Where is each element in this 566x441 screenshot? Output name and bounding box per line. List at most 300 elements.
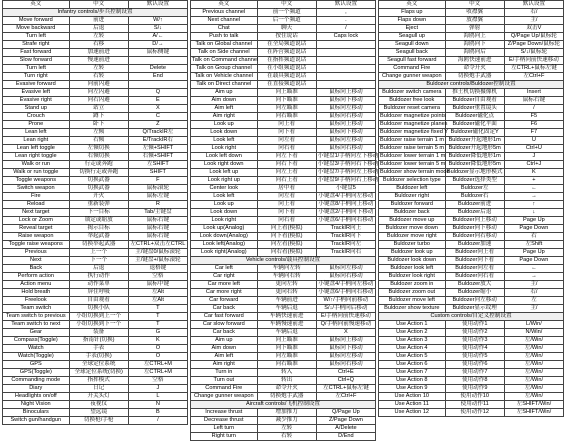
table-row [3, 129, 188, 137]
command-name-zh: 减少推力 [257, 417, 316, 425]
command-name: Buldozer look right [379, 273, 446, 281]
command-name-zh: 望远镜 [69, 409, 128, 417]
command-name-zh: 左转 [257, 425, 316, 433]
default-key: 左SHIFT/Win/ [504, 409, 563, 417]
table-row [191, 73, 376, 81]
command-name: Car more right [191, 289, 258, 297]
command-name-zh: 向右上看 [257, 177, 316, 185]
table-row [3, 385, 188, 393]
table-row [191, 49, 376, 57]
command-name-zh: 在载具频道说话 [257, 73, 316, 81]
infantry-controls-column [2, 0, 188, 423]
command-name-zh: 站立 [69, 105, 128, 113]
command-name-zh: 右倾切换 [69, 153, 128, 161]
header-zh: 中文 [257, 1, 316, 9]
command-name: Next target [3, 209, 70, 217]
command-name-zh: 动作菜单 [69, 281, 128, 289]
command-name-zh: Buldozer降低地形5m [445, 161, 504, 169]
command-name: Talk on Side channel [191, 49, 258, 57]
command-name-zh: Buldozer升起地形5m [445, 145, 504, 153]
command-name-zh: 车辆后退 [257, 329, 316, 337]
default-key: U [504, 137, 563, 145]
default-key: 鼠标右键 [504, 97, 563, 105]
table-row [379, 193, 564, 201]
table-row [191, 185, 376, 193]
command-name: Center look [191, 185, 258, 193]
command-name-zh: 使用动作11 [445, 401, 504, 409]
command-name-zh: Buldozer选择类型 [445, 177, 504, 185]
command-name: Push to talk [191, 33, 258, 41]
command-name-zh: 向左瞄准 [257, 105, 316, 113]
default-key: 双击V [504, 25, 563, 33]
command-name-zh: 小组切换到上一个 [69, 313, 128, 321]
default-key: 鼠标侧键 [128, 49, 187, 57]
header-key: 默认设置 [128, 1, 187, 9]
table-row [191, 33, 376, 41]
default-key: . [316, 17, 375, 25]
command-name: Aim up [191, 337, 258, 345]
section-title: Aircraft controls/飞机控制设置 [191, 401, 376, 409]
table-row [379, 337, 564, 345]
table-row [379, 217, 564, 225]
command-name-zh: 海鸥向上 [445, 33, 504, 41]
command-name: Look right [191, 217, 258, 225]
command-name-zh: 切换炮手武器 [257, 393, 316, 401]
table-row [3, 249, 188, 257]
table-row [3, 217, 188, 225]
command-name-zh: 海鸥快速前进 [445, 57, 504, 65]
command-name-zh: 自由观看 [69, 297, 128, 305]
default-key: J [504, 153, 563, 161]
section-title: Custom controls/自定义控制设置 [379, 313, 564, 321]
default-key: TrackIR向下 [316, 233, 375, 241]
command-name-zh: 左倾 [69, 129, 128, 137]
default-key: Page Up [504, 249, 563, 257]
default-key: E [128, 97, 187, 105]
table-row [3, 241, 188, 249]
table-row [379, 137, 564, 145]
table-row [3, 17, 188, 25]
table-row [379, 201, 564, 209]
default-key: 小键盘9/手柄向右上移动 [317, 177, 379, 183]
command-name: Look up [191, 201, 258, 209]
table-row [191, 193, 376, 201]
command-name-zh: 手表(切换) [69, 353, 128, 361]
command-name-zh: 切换举起武器 [69, 241, 128, 249]
table-row [3, 105, 188, 113]
table-row [191, 129, 376, 137]
table-row [379, 121, 564, 129]
command-name-zh: 切换枪/手枪 [69, 417, 128, 425]
table-row [379, 113, 564, 121]
command-name-zh: Buldozer升起地形1m [445, 137, 504, 145]
command-name-zh: 推土机切换摄像机 [445, 89, 504, 97]
command-name: Reveal target [3, 225, 70, 233]
command-name: Look right up [191, 177, 258, 185]
table-row [191, 97, 376, 105]
command-name-zh: 在全局频道说话 [257, 41, 316, 49]
table-row [191, 249, 376, 257]
command-name: Turn left [3, 65, 70, 73]
command-name-zh: 卧下 [69, 121, 128, 129]
default-key: 左倾+SHIFT [128, 145, 187, 153]
table-row [191, 345, 376, 353]
default-key: , [316, 9, 375, 17]
default-key: Ctrl+E [316, 369, 375, 377]
command-name: Evasive right [3, 97, 70, 105]
command-name-zh: 全球定位系统(切换) [69, 369, 128, 377]
command-name-zh: 全球定位系统 [69, 361, 128, 369]
command-name-zh: 在指挥频道说话 [257, 57, 316, 65]
default-key: 鼠标向上移动 [316, 89, 375, 97]
table-row [379, 129, 564, 137]
command-name-zh: 向左下看 [257, 153, 316, 161]
command-name-zh: 向右看 [257, 145, 316, 153]
command-name-zh: 向下看 [257, 129, 316, 137]
command-name-zh: 转出 [257, 377, 316, 385]
command-name: Look down(Analog) [191, 233, 258, 241]
header-en: 英文 [3, 1, 70, 9]
table-row [191, 145, 376, 153]
aircraft-buldozer-custom-column [378, 0, 564, 415]
command-name: Walk or run toggle [3, 169, 70, 177]
default-key: 鼠标右键 [128, 225, 187, 233]
command-name: Lean left toggle [3, 145, 70, 153]
command-name: Buldozer magnetize fixed Y [380, 129, 448, 135]
default-key: A/← [128, 33, 187, 41]
command-name: Buldozer move down [379, 225, 446, 233]
table-row [3, 297, 188, 305]
default-key: 左Ctrl+F [316, 393, 375, 401]
command-name-zh: 使用动作5 [445, 353, 504, 361]
command-name: Compass(Toggle) [3, 337, 70, 345]
command-name-zh: 使用动作3 [445, 337, 504, 345]
command-name-zh: 加速前进 [69, 49, 128, 57]
command-name-zh: 锁定或缩放 [69, 217, 128, 225]
command-name: Car fast forward [191, 313, 258, 321]
default-key: ← [504, 265, 563, 273]
default-key: 左 [504, 297, 563, 305]
default-key: 左/Win/ [504, 393, 563, 401]
command-name: Look right down [191, 161, 258, 169]
command-name: Move forward [3, 17, 70, 25]
default-key: W/↑ [128, 17, 187, 25]
command-name: Car back [191, 329, 258, 337]
table-row [379, 145, 564, 153]
default-key: S/↓/手柄向后移动 [316, 305, 375, 313]
section-title: Vehicle controls/载具控制设置 [191, 257, 376, 265]
table-row [191, 369, 376, 377]
default-key: 小键盘4/手柄向左移动 [316, 281, 375, 289]
command-name-zh: 使用动作7 [445, 369, 504, 377]
command-name: Buldozer magnetize points [380, 113, 446, 119]
default-key: 小键盘3/手柄向右下移动 [317, 161, 379, 167]
default-key: / [504, 105, 563, 113]
default-key: Q/手柄向前慢速移动 [316, 321, 375, 329]
default-key: N [128, 401, 187, 409]
command-name: Aim down [191, 97, 258, 105]
table-row [191, 393, 376, 401]
command-name: Previous channel [191, 9, 258, 17]
default-key: 左/Win/ [504, 385, 563, 393]
command-name-zh: 车辆慢速前进 [257, 321, 316, 329]
default-key: D/End [316, 433, 375, 441]
command-name-zh: 前进 [69, 17, 128, 25]
default-key: 主/键盘+/鼠标滚轮 [128, 257, 187, 265]
controls-table-3 [378, 0, 564, 417]
command-name: Team switch [3, 305, 70, 313]
table-row [3, 321, 188, 329]
command-name: Turn right [3, 73, 70, 81]
default-key: B [128, 409, 187, 417]
table-row [379, 177, 564, 185]
table-row [191, 137, 376, 145]
command-name: Buldozer turbo [379, 241, 446, 249]
command-name: Flaps up [379, 9, 446, 17]
command-name-zh: 在阵营频道说话 [257, 49, 316, 57]
command-name: Buldozer zoom out [379, 289, 446, 297]
default-key: K [504, 169, 563, 177]
header-row [379, 1, 564, 9]
command-name: Aim left [191, 105, 258, 113]
default-key: F [128, 177, 187, 185]
default-key: 左/Win/ [504, 369, 563, 377]
default-key: 鼠标右键 [128, 233, 187, 241]
table-row [191, 241, 376, 249]
default-key: 左SHIFT/Win/ [504, 401, 563, 409]
default-key [316, 57, 375, 65]
command-name-zh: 夜视仪 [69, 401, 128, 409]
command-name: Use Action 6 [379, 361, 446, 369]
default-key: 鼠标向左移动 [316, 265, 375, 273]
command-name: Lock or Zoom [3, 217, 70, 225]
command-name-zh: Buldozer向右移动 [445, 233, 504, 241]
default-key: T [128, 313, 187, 321]
command-name-zh: 更向左转 [257, 281, 316, 289]
table-row [191, 313, 376, 321]
default-key: 小键盘8/手柄向上移动 [316, 201, 375, 209]
table-row [191, 297, 376, 305]
default-key: Z/Page Down/鼠标轮 [504, 41, 563, 49]
table-row [191, 217, 376, 225]
table-row [191, 121, 376, 129]
table-row [191, 409, 376, 417]
default-key: T [128, 321, 187, 329]
command-name: Buldozer back [379, 209, 446, 217]
default-key: 鼠标向右移动 [316, 273, 375, 281]
command-name-zh: 举起武器 [69, 233, 128, 241]
table-row [379, 361, 564, 369]
table-row [3, 417, 188, 425]
command-name: Stand up [3, 105, 70, 113]
header-row [191, 1, 376, 9]
default-key: / [128, 417, 187, 425]
default-key: 左CTRL+鼠标左键 [316, 385, 375, 393]
command-name-zh: 向左看 [257, 193, 316, 201]
command-name-zh: 使用动作12 [445, 409, 504, 417]
command-name-zh: 聊天 [257, 25, 316, 33]
command-name-zh: Buldozer后退 [445, 209, 504, 217]
command-name: GPS(Toggle) [3, 369, 70, 377]
command-name-zh: 向前闪避 [69, 81, 128, 89]
command-name: Diary [3, 385, 70, 393]
default-key: → [504, 193, 563, 201]
default-key: W/↑/手柄向前移动 [316, 297, 375, 305]
default-key [316, 73, 375, 81]
command-name-zh: 前一个频道 [257, 9, 316, 17]
command-name: Change gunner weapon [379, 73, 446, 81]
command-name: Buldozer look down [379, 257, 446, 265]
command-name-zh: Buldozer向下移动 [445, 225, 504, 233]
command-name: Reload [3, 201, 70, 209]
command-name: Perform action [3, 273, 70, 281]
header-zh: 中文 [445, 1, 504, 9]
command-name: Fire [3, 193, 70, 201]
table-row [379, 105, 564, 113]
table-row [191, 177, 376, 185]
header-en: 英文 [379, 1, 446, 9]
default-key: 鼠标向左移动 [316, 137, 375, 145]
table-row [3, 265, 188, 273]
table-row [3, 289, 188, 297]
command-name: Aim right [191, 113, 258, 121]
table-row [379, 297, 564, 305]
default-key: Caps lock [316, 33, 375, 41]
default-key: Q/Page Up [316, 409, 375, 417]
command-name-zh: 使用动作10 [445, 393, 504, 401]
command-name: Car slow forward [191, 321, 258, 329]
table-row [3, 97, 188, 105]
command-name: Buldozer show texture [379, 305, 446, 313]
command-name: Move backward [3, 25, 70, 33]
command-name-zh: 在直接频道说话 [257, 81, 316, 89]
command-name-zh: 右转 [257, 433, 316, 441]
command-name-zh: 手表 [69, 345, 128, 353]
section-title-row [191, 401, 376, 409]
table-row [191, 377, 376, 385]
command-name: Increase thrust [191, 409, 258, 417]
table-row [3, 137, 188, 145]
table-row [191, 225, 376, 233]
default-key: Q/TrackIR左 [128, 129, 187, 137]
command-name-zh: 收襟翼 [445, 9, 504, 17]
table-row [191, 201, 376, 209]
default-key: ↓ [504, 209, 563, 217]
default-key: Page Down [504, 257, 563, 265]
command-name-zh: 放襟翼 [445, 17, 504, 25]
default-key: X [316, 329, 375, 337]
command-name-zh: 向右看 [257, 217, 316, 225]
command-name: Lean left [3, 129, 70, 137]
default-key: 鼠标向右移动 [316, 145, 375, 153]
header-key: 默认设置 [504, 1, 563, 9]
table-row [191, 329, 376, 337]
table-row [191, 337, 376, 345]
table-row [191, 81, 376, 89]
command-name: Turn in [191, 369, 258, 377]
table-row [3, 281, 188, 289]
command-name: Use Action 10 [379, 393, 446, 401]
command-name-zh: 车辆向左转 [257, 265, 316, 273]
command-name-zh: 左转 [69, 65, 128, 73]
command-name-zh: 车辆前进 [257, 297, 316, 305]
command-name-zh: 开火 [69, 193, 128, 201]
command-name: Action menu [3, 281, 70, 289]
table-row [379, 225, 564, 233]
command-name-zh: 右转 [69, 73, 128, 81]
default-key: 鼠标右键 [128, 217, 187, 225]
command-name: Eject [379, 25, 446, 33]
default-key: Tab/主键盘 [128, 209, 187, 217]
default-key: 右 [504, 233, 563, 241]
table-row [191, 273, 376, 281]
default-key: G [128, 329, 187, 337]
command-name-zh: 海鸥向下 [445, 41, 504, 49]
command-name-zh: Buldozer放大 [445, 281, 504, 289]
command-name: Buldozer selection type [379, 177, 446, 185]
default-key: ↑ [504, 201, 563, 209]
command-name: Buldozer show terrain mode [380, 169, 450, 175]
command-name-zh: Buldozer向下看 [445, 257, 504, 265]
command-name: Use Action 4 [379, 345, 446, 353]
default-key: 左Shift [504, 241, 563, 249]
default-key: S/↓ [128, 25, 187, 33]
command-name: Next channel [191, 17, 258, 25]
default-key: K [128, 337, 187, 345]
default-key: 左CTRL+鼠标左键 [504, 65, 563, 73]
default-key: SHIFT [128, 169, 187, 177]
default-key: 退格键 [128, 265, 187, 273]
command-name: Back [3, 265, 70, 273]
table-row [191, 65, 376, 73]
default-key [128, 57, 187, 65]
command-name: Next [3, 257, 70, 265]
command-name: Buldozer raise terrain 1 m [380, 137, 445, 143]
default-key [316, 81, 375, 89]
command-name-zh: 更向右转 [257, 289, 316, 297]
table-row [379, 329, 564, 337]
table-row [191, 265, 376, 273]
table-row [3, 185, 188, 193]
default-key: D/→ [128, 41, 187, 49]
table-row [379, 265, 564, 273]
table-row [379, 385, 564, 393]
controls-table-1 [2, 0, 188, 425]
command-name: Turn out [191, 377, 258, 385]
command-name: Crouch [3, 113, 70, 121]
table-row [379, 393, 564, 401]
command-name-zh: 揭示目标 [69, 225, 128, 233]
command-name-zh: 右移 [69, 41, 128, 49]
command-name-zh: 左转 [69, 33, 128, 41]
table-row [379, 321, 564, 329]
command-name-zh: 后退 [69, 25, 128, 33]
command-name-zh: Buldozer右 [445, 193, 504, 201]
default-key: 鼠标左键 [128, 193, 187, 201]
table-row [379, 289, 564, 297]
command-name: Aim up [191, 89, 258, 97]
default-key: E/手柄向前快速移动 [504, 57, 563, 65]
command-name: Decrease thrust [191, 417, 258, 425]
default-key: 左Ctrl+F [504, 73, 563, 81]
command-name-zh: 切换武器 [69, 177, 128, 185]
table-row [191, 425, 376, 433]
table-row [191, 433, 376, 441]
section-title-row [379, 81, 564, 89]
command-name-zh: 后退 [69, 265, 128, 273]
command-name: Talk on Group channel [191, 65, 258, 73]
table-row [379, 161, 564, 169]
